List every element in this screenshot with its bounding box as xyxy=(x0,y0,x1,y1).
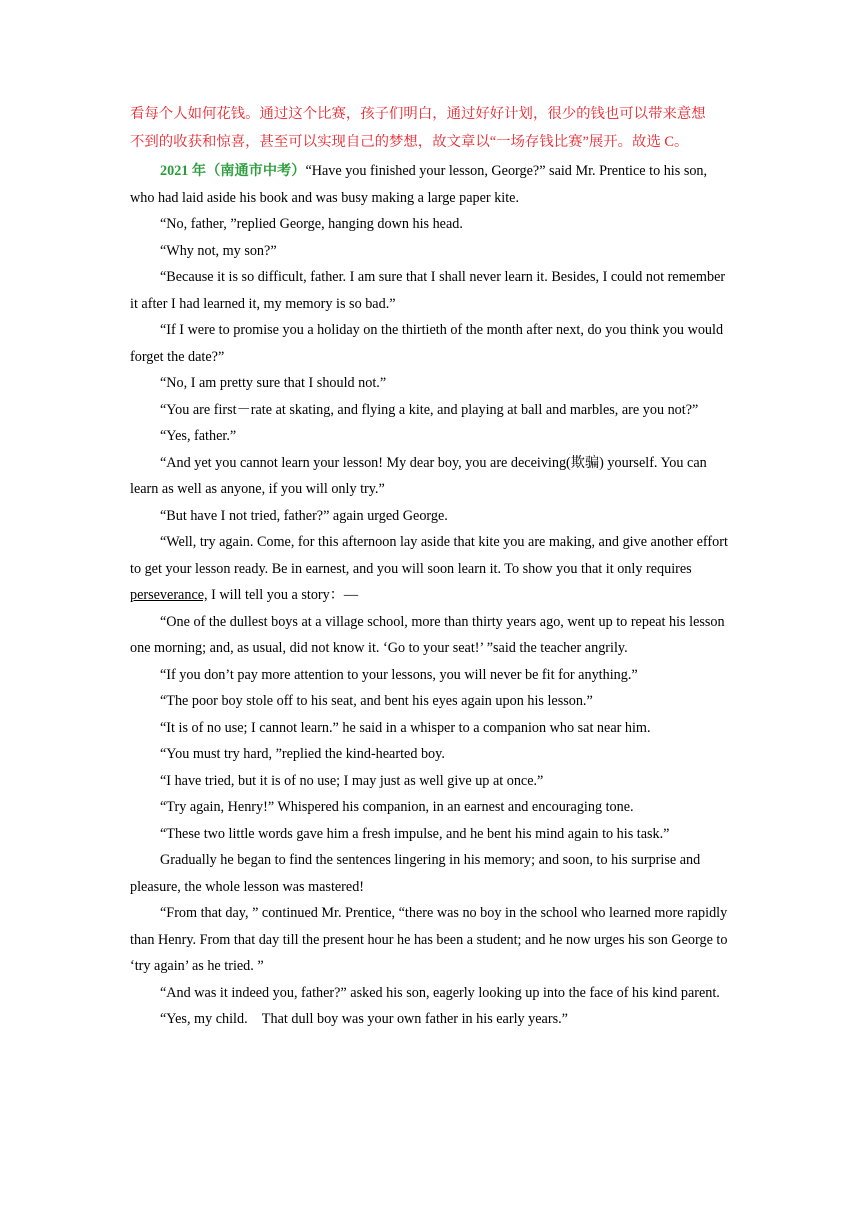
paragraph-23: “Yes, my child. That dull boy was your own father in his early years.” xyxy=(160,1011,568,1027)
paragraph-5: “If I were to promise you a holiday on the thirtieth of the month after next, do you think you would forget the date?” xyxy=(130,322,724,365)
paragraph-6: “No, I am pretty sure that I should not.” xyxy=(160,375,387,391)
paragraph-1-text: “Have you finished your lesson, George?” said Mr. Prentice to his son, who had laid aside his book and was busy making a large paper kite. xyxy=(130,163,708,206)
paragraph-4: “Because it is so difficult, father. I am sure that I shall never learn it. Besides, I could not remember it after I had learned it, my memory is so bad.” xyxy=(130,269,726,312)
paragraph-11-text: “Well, try again. Come, for this afternoon lay aside that kite you are making, and give another effort to get your lesson ready. Be in earnest, and you will soon learn it. To show you that it only requires xyxy=(130,534,728,577)
source-tag: 2021 年（南通市中考） xyxy=(160,163,306,179)
paragraph-16: “You must try hard, ”replied the kind-hearted boy. xyxy=(160,746,445,762)
paragraph-11 xyxy=(130,529,730,609)
paragraph-2: “No, father, ”replied George, hanging down his head. xyxy=(160,216,463,232)
answer-explanation xyxy=(130,100,730,156)
paragraph-21: “From that day, ” continued Mr. Prentice, “there was no boy in the school who learned more rapidly than Henry. From that day till the present hour he has been a student; and he now urges his son George to ‘try again’ as he tried. ” xyxy=(130,905,728,974)
paragraph-17: “I have tried, but it is of no use; I may just as well give up at once.” xyxy=(160,772,544,789)
paragraph-19: “These two little words gave him a fresh impulse, and he bent his mind again to his task.” xyxy=(160,825,670,842)
paragraph-1 xyxy=(130,158,730,211)
paragraph-10: “But have I not tried, father?” again urged George. xyxy=(160,507,448,524)
reading-passage xyxy=(130,158,730,1033)
paragraph-12: “One of the dullest boys at a village school, more than thirty years ago, went up to repeat his lesson one morning; and, as usual, did not know it. ‘Go to your seat!’ ”said the teacher angrily. xyxy=(130,613,725,656)
explanation-line-1: 看每个人如何花钱。通过这个比赛，孩子们明白，通过好好计划，很少的钱也可以带来意想 xyxy=(130,106,706,122)
paragraph-3: “Why not, my son?” xyxy=(160,242,277,259)
paragraph-20: Gradually he began to find the sentences lingering in his memory; and soon, to his surprise and pleasure, the whole lesson was mastered! xyxy=(130,852,701,895)
paragraph-11-end: I will tell you a story：— xyxy=(207,587,359,603)
paragraph-22: “And was it indeed you, father?” asked his son, eagerly looking up into the face of his kind parent. xyxy=(160,984,720,1001)
paragraph-14: “The poor boy stole off to his seat, and bent his eyes again upon his lesson.” xyxy=(160,693,593,709)
paragraph-8: “Yes, father.” xyxy=(160,428,237,444)
paragraph-9: “And yet you cannot learn your lesson! My dear boy, you are deceiving(欺骗) yourself. You can learn as well as anyone, if you will only try.” xyxy=(130,454,707,497)
paragraph-15: “It is of no use; I cannot learn.” he said in a whisper to a companion who sat near him. xyxy=(160,719,651,736)
paragraph-7: “You are first－rate at skating, and flying a kite, and playing at ball and marbles, are you not?” xyxy=(160,401,699,418)
paragraph-13: “If you don’t pay more attention to your lessons, you will never be fit for anything.” xyxy=(160,666,638,683)
document-page xyxy=(130,100,730,1033)
paragraph-18: “Try again, Henry!” Whispered his companion, in an earnest and encouraging tone. xyxy=(160,799,634,815)
underlined-word: perseverance, xyxy=(130,587,208,603)
explanation-line-2: 不到的收获和惊喜，甚至可以实现自己的梦想，故文章以“一场存钱比赛”展开。故选 C。 xyxy=(130,134,689,150)
